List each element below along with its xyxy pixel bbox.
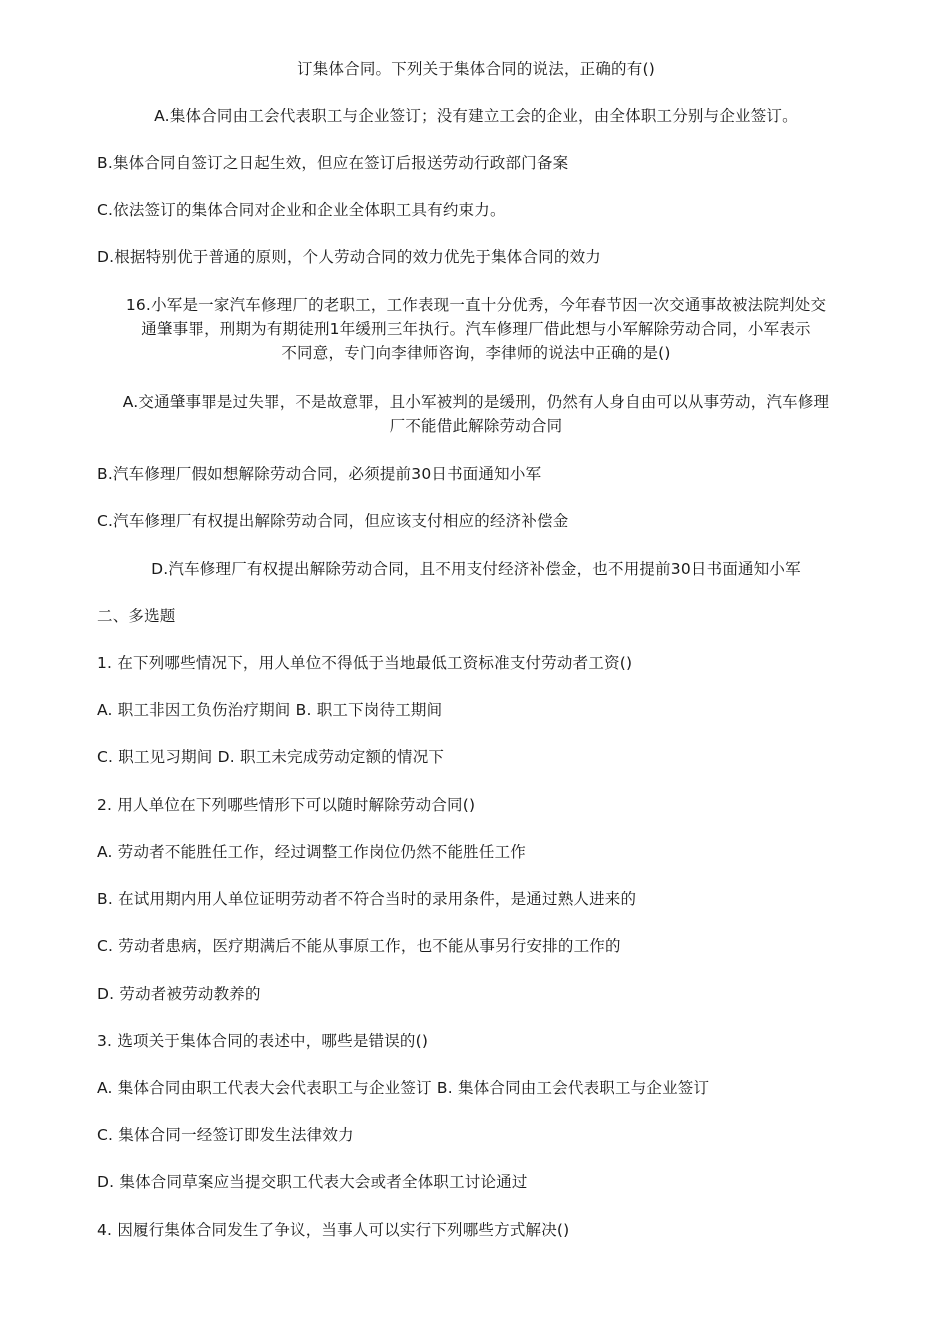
question-16-option-c: C.汽车修理厂有权提出解除劳动合同，但应该支付相应的经济补偿金 <box>97 512 569 530</box>
section-heading: 二、多选题 <box>97 607 176 625</box>
multi-question-3-option-d: D. 集体合同草案应当提交职工代表大会或者全体职工讨论通过 <box>97 1173 528 1191</box>
multi-question-4: 4. 因履行集体合同发生了争议，当事人可以实行下列哪些方式解决() <box>97 1221 570 1239</box>
question-16-option-b: B.汽车修理厂假如想解除劳动合同，必须提前30日书面通知小军 <box>97 465 542 483</box>
question-stem-continuation: 订集体合同。下列关于集体合同的说法，正确的有() <box>297 60 655 78</box>
multi-question-2-option-c: C. 劳动者患病，医疗期满后不能从事原工作，也不能从事另行安排的工作的 <box>97 937 621 955</box>
multi-question-3: 3. 选项关于集体合同的表述中，哪些是错误的() <box>97 1032 429 1050</box>
multi-question-2-option-a: A. 劳动者不能胜任工作，经过调整工作岗位仍然不能胜任工作 <box>97 843 526 861</box>
option-d: D.根据特别优于普通的原则，个人劳动合同的效力优先于集体合同的效力 <box>97 248 601 266</box>
multi-question-2-option-b: B. 在试用期内用人单位证明劳动者不符合当时的录用条件，是通过熟人进来的 <box>97 890 637 908</box>
multi-question-1: 1. 在下列哪些情况下，用人单位不得低于当地最低工资标准支付劳动者工资() <box>97 654 633 672</box>
question-16-line-1: 16.小军是一家汽车修理厂的老职工，工作表现一直十分优秀，今年春节因一次交通事故被法院判处交 <box>125 296 827 314</box>
question-16-option-d: D.汽车修理厂有权提出解除劳动合同，且不用支付经济补偿金，也不用提前30日书面通知小军 <box>151 560 801 578</box>
multi-question-2: 2. 用人单位在下列哪些情形下可以随时解除劳动合同() <box>97 796 476 814</box>
multi-question-2-option-d: D. 劳动者被劳动教养的 <box>97 985 261 1003</box>
question-16-line-3: 不同意，专门向李律师咨询，李律师的说法中正确的是() <box>281 344 671 362</box>
question-16-option-a-line-2: 厂不能借此解除劳动合同 <box>389 417 563 435</box>
option-a: A.集体合同由工会代表职工与企业签订；没有建立工会的企业，由全体职工分别与企业签订。 <box>154 107 798 125</box>
multi-question-1-options-ab: A. 职工非因工负伤治疗期间 B. 职工下岗待工期间 <box>97 701 443 719</box>
question-16-line-2: 通肇事罪，刑期为有期徒刑1年缓刑三年执行。汽车修理厂借此想与小军解除劳动合同，小军表示 <box>141 320 811 338</box>
question-16-option-a-line-1: A.交通肇事罪是过失罪，不是故意罪，且小军被判的是缓刑，仍然有人身自由可以从事劳动，汽车修理 <box>122 393 830 411</box>
option-b: B.集体合同自签订之日起生效，但应在签订后报送劳动行政部门备案 <box>97 154 569 172</box>
option-c: C.依法签订的集体合同对企业和企业全体职工具有约束力。 <box>97 201 506 219</box>
multi-question-3-option-c: C. 集体合同一经签订即发生法律效力 <box>97 1126 354 1144</box>
multi-question-3-options-ab: A. 集体合同由职工代表大会代表职工与企业签订 B. 集体合同由工会代表职工与企业签订 <box>97 1079 710 1097</box>
multi-question-1-options-cd: C. 职工见习期间 D. 职工未完成劳动定额的情况下 <box>97 748 445 766</box>
